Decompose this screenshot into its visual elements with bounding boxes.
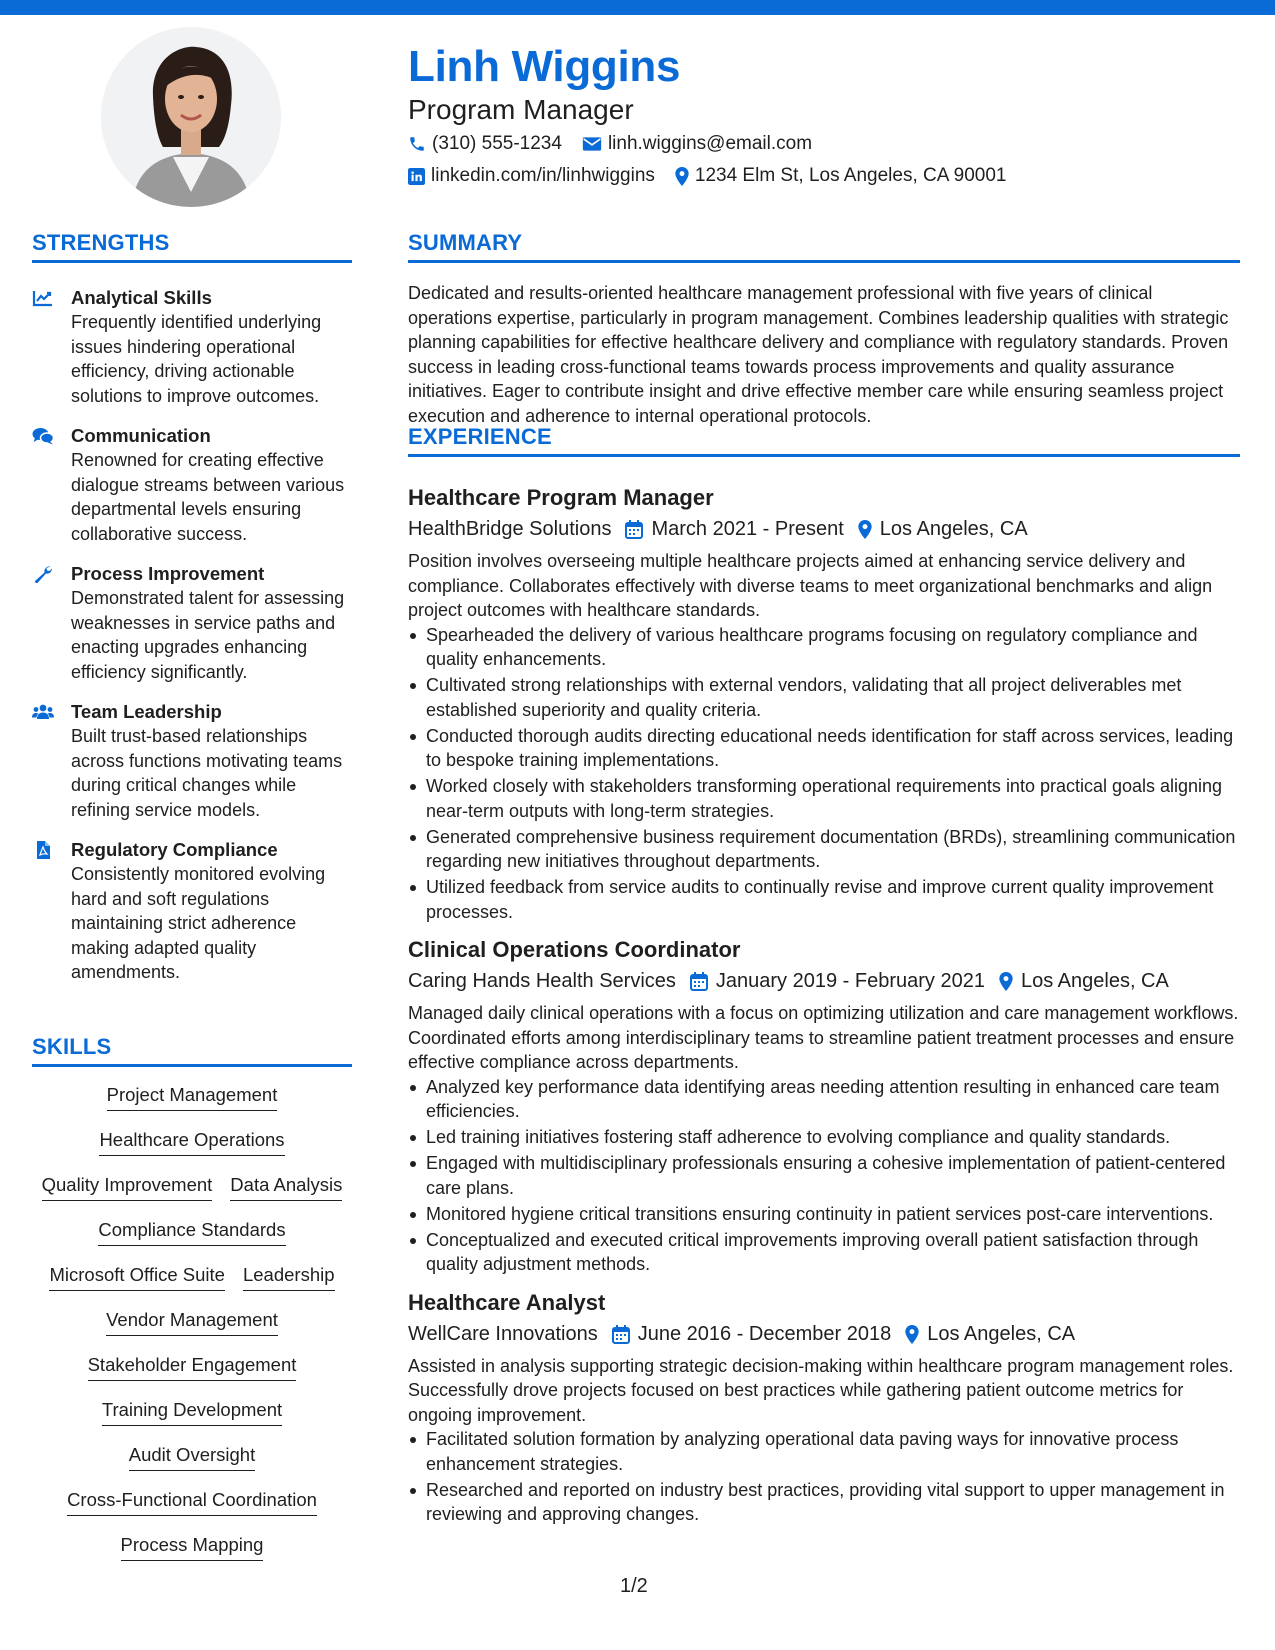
job-dates-group: [612, 1323, 892, 1346]
job-entry: [408, 936, 1240, 1277]
contact-row-2: [408, 165, 1007, 187]
job-company: HealthBridge Solutions: [408, 518, 612, 540]
skill-line: [32, 1174, 352, 1219]
strength-item: [32, 286, 352, 408]
candidate-name: Linh Wiggins: [408, 42, 681, 91]
experience-heading: EXPERIENCE: [408, 424, 1240, 457]
skill-tag: Training Development: [102, 1399, 282, 1426]
skill-tag: Healthcare Operations: [99, 1129, 284, 1156]
job-bullets: [408, 1427, 1240, 1527]
skill-tag: Stakeholder Engagement: [88, 1354, 297, 1381]
skill-line: [32, 1129, 352, 1174]
job-location: Los Angeles, CA: [1020, 970, 1169, 992]
strength-item: [32, 838, 352, 985]
skill-tag: Data Analysis: [230, 1174, 342, 1201]
skill-line: [32, 1219, 352, 1264]
bullet-item: Led training initiatives fostering staff adherence to evolving compliance and quality standards.: [408, 1125, 1240, 1150]
wrench-icon: [32, 565, 54, 583]
job-description: Position involves overseeing multiple healthcare projects aimed at enhancing service delivery and compliance. Collaborates effectively with diverse teams to meet organizational benchmarks and align project outcomes with healthcare standards.: [408, 551, 1213, 620]
strength-title: Communication: [71, 425, 211, 446]
map-pin-icon: [999, 972, 1013, 991]
address-contact: [675, 165, 1007, 187]
bullet-item: Spearheaded the delivery of various healthcare programs focusing on regulatory compliance and quality enhancements.: [408, 623, 1240, 672]
strength-title: Process Improvement: [71, 563, 265, 584]
top-accent-bar: [0, 0, 1275, 15]
skill-line: [32, 1444, 352, 1489]
skill-tag: Audit Oversight: [129, 1444, 255, 1471]
map-pin-icon: [858, 520, 872, 539]
summary-text: Dedicated and results-oriented healthcare management professional with five years of clinical operations expertise, particularly in program management. Combines leadership qualities with strategic planning capabilities for effective healthcare delivery and compliance with regulatory standards. Proven success in leading cross-functional teams towards process improvements and quality assurance initiatives. Eager to contribute insight and drive effective member care while ensuring seamless project execution and adherence to internal operational protocols.: [408, 283, 1229, 426]
skill-tag: Vendor Management: [106, 1309, 278, 1336]
skills-list: [32, 1084, 352, 1579]
job-description: Managed daily clinical operations with a focus on optimizing utilization and care management workflows. Coordinated efforts among interdisciplinary teams to streamline patient treatment processes and ensure effective compliance across departments.: [408, 1003, 1239, 1072]
strength-title: Analytical Skills: [71, 287, 212, 308]
bullet-item: Monitored hygiene critical transitions ensuring continuity in patient services post-care interventions.: [408, 1202, 1240, 1227]
calendar-icon: [612, 1325, 630, 1344]
person-avatar-icon: [101, 27, 281, 207]
job-location: Los Angeles, CA: [879, 518, 1028, 540]
strength-description: Demonstrated talent for assessing weaknesses in service paths and enacting upgrades enhancing efficiency significantly.: [71, 588, 345, 682]
job-dates-group: [625, 518, 843, 541]
bullet-item: Conducted thorough audits directing educational needs identification for staff across services, leading to bespoke training implementations.: [408, 724, 1240, 773]
envelope-icon: [582, 136, 602, 152]
bullet-item: Analyzed key performance data identifying areas needing attention resulting in enhanced care team efficiencies.: [408, 1075, 1240, 1124]
skill-tag: Compliance Standards: [98, 1219, 285, 1246]
linkedin-text: linkedin.com/in/linhwiggins: [431, 165, 655, 186]
skill-line: [32, 1354, 352, 1399]
bullet-item: Generated comprehensive business requirement documentation (BRDs), streamlining communication regarding new initiatives throughout departments.: [408, 825, 1240, 874]
job-description: Assisted in analysis supporting strategic decision-making within healthcare program management roles. Successfully drove projects focused on best practices while gathering patient outcome metrics for ongoing improvement.: [408, 1355, 1234, 1425]
strengths-list: [32, 286, 352, 1001]
chart-line-icon: [32, 289, 54, 307]
skill-tag: Quality Improvement: [42, 1174, 213, 1201]
job-bullets: [408, 1075, 1240, 1277]
summary-heading: SUMMARY: [408, 230, 1240, 263]
job-dates: June 2016 - December 2018: [637, 1322, 892, 1345]
job-location-group: [858, 518, 1028, 541]
skill-tag: Process Mapping: [121, 1534, 264, 1561]
email-contact[interactable]: [582, 133, 812, 155]
strength-item: [32, 424, 352, 546]
experience-list: [408, 484, 1240, 1528]
skill-tag: Microsoft Office Suite: [49, 1264, 224, 1291]
strength-description: Frequently identified underlying issues hindering operational efficiency, driving actionable solutions to improve outcomes.: [71, 312, 322, 406]
calendar-icon: [690, 972, 708, 991]
skill-tag: Project Management: [107, 1084, 278, 1111]
strengths-heading: STRENGTHS: [32, 230, 352, 263]
skill-line: [32, 1534, 352, 1579]
job-dates-group: [690, 970, 985, 993]
bullet-item: Facilitated solution formation by analyzing operational data paving ways for innovative process enhancement strategies.: [408, 1427, 1240, 1476]
phone-icon: [408, 135, 426, 153]
strength-description: Consistently monitored evolving hard and soft regulations maintaining strict adherence making adapted quality amendments.: [71, 864, 326, 982]
job-entry: [408, 1289, 1240, 1527]
skill-line: [32, 1084, 352, 1129]
map-pin-icon: [675, 167, 689, 186]
job-location: Los Angeles, CA: [927, 1322, 1076, 1345]
users-icon: [32, 703, 54, 721]
linkedin-icon: [408, 168, 425, 185]
comments-icon: [32, 427, 54, 445]
bullet-item: Utilized feedback from service audits to continually revise and improve current quality improvement processes.: [408, 875, 1240, 924]
job-dates: March 2021 - Present: [651, 518, 844, 540]
bullet-item: Worked closely with stakeholders transforming operational requirements into practical goals aligning near-term outputs with long-term strategies.: [408, 774, 1240, 823]
linkedin-contact[interactable]: [408, 165, 655, 187]
skill-line: [32, 1309, 352, 1354]
job-meta: [408, 970, 1240, 993]
skill-line: [32, 1399, 352, 1444]
job-bullets: [408, 623, 1240, 925]
strength-description: Built trust-based relationships across functions motivating teams during critical changes while refining service models.: [71, 726, 343, 820]
skill-tag: Cross-Functional Coordination: [67, 1489, 317, 1516]
page-number: 1/2: [620, 1575, 648, 1597]
calendar-icon: [625, 520, 643, 539]
skill-tag: Leadership: [243, 1264, 335, 1291]
skill-line: [32, 1264, 352, 1309]
skills-heading: SKILLS: [32, 1034, 352, 1067]
job-location-group: [905, 1323, 1075, 1346]
job-entry: [408, 484, 1240, 924]
strength-item: [32, 700, 352, 822]
bullet-item: Engaged with multidisciplinary professionals ensuring a cohesive implementation of patient-centered care plans.: [408, 1151, 1240, 1200]
job-title: Healthcare Program Manager: [408, 485, 714, 510]
candidate-role: Program Manager: [408, 94, 634, 125]
job-meta: [408, 518, 1240, 541]
bullet-item: Cultivated strong relationships with external vendors, validating that all project deliverables met established superiority and quality criteria.: [408, 673, 1240, 722]
bullet-item: Conceptualized and executed critical improvements improving overall patient satisfaction through quality adjustment methods.: [408, 1228, 1240, 1277]
map-pin-icon: [905, 1325, 919, 1344]
job-title: Clinical Operations Coordinator: [408, 937, 741, 962]
email-text: linh.wiggins@email.com: [607, 133, 813, 154]
strength-title: Team Leadership: [71, 701, 222, 722]
address-text: 1234 Elm St, Los Angeles, CA 90001: [694, 165, 1007, 186]
strength-title: Regulatory Compliance: [71, 839, 278, 860]
job-company: WellCare Innovations: [408, 1322, 598, 1345]
profile-photo: [101, 27, 281, 207]
strength-item: [32, 562, 352, 684]
job-location-group: [999, 970, 1169, 993]
file-pdf-icon: [32, 841, 54, 859]
job-dates: January 2019 - February 2021: [715, 970, 985, 992]
phone-contact[interactable]: [408, 133, 562, 155]
job-title: Healthcare Analyst: [408, 1289, 606, 1315]
bullet-item: Researched and reported on industry best practices, providing vital support to upper management in reviewing and approving changes.: [408, 1478, 1240, 1527]
phone-text: (310) 555-1234: [432, 133, 562, 154]
job-company: Caring Hands Health Services: [408, 970, 676, 992]
job-meta: [408, 1323, 1240, 1346]
skill-line: [32, 1489, 352, 1534]
contact-row-1: [408, 133, 812, 155]
strength-description: Renowned for creating effective dialogue streams between various departmental levels ensuring collaborative success.: [71, 450, 345, 544]
